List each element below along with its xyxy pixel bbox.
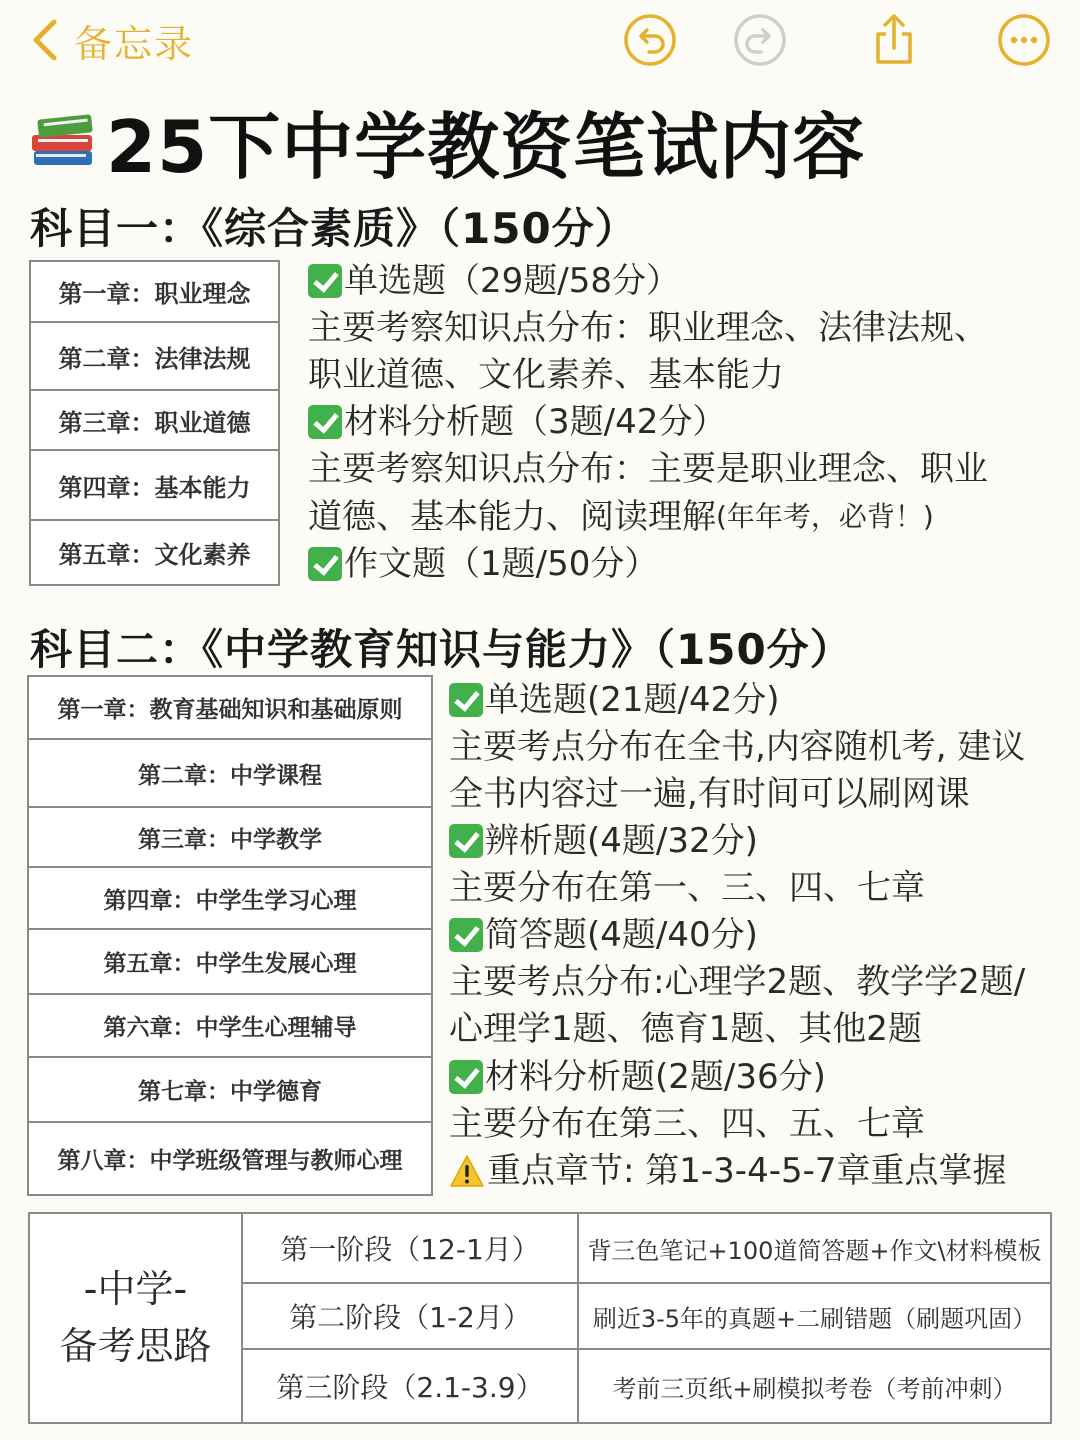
stage-cell: 第一阶段（12-1月） bbox=[242, 1213, 578, 1283]
chevron-left-icon bbox=[28, 18, 62, 62]
stage-desc-cell: 刷近3-5年的真题+二刷错题（刷题巩固） bbox=[578, 1283, 1051, 1349]
question-type-line: 材料分析题（3题/42分） bbox=[308, 405, 726, 439]
chapter-cell: 第四章：中学生学习心理 bbox=[28, 867, 432, 929]
back-button[interactable] bbox=[28, 14, 194, 66]
more-icon[interactable] bbox=[996, 12, 1052, 68]
books-icon bbox=[28, 105, 100, 177]
stage-cell: 第三阶段（2.1-3.9） bbox=[242, 1349, 578, 1423]
stage-desc-cell: 考前三页纸+刷模拟考卷（考前冲刺） bbox=[578, 1349, 1051, 1423]
text-line: 全书内容过一遍,有时间可以刷网课 bbox=[449, 774, 970, 814]
check-icon bbox=[449, 918, 483, 952]
top-toolbar bbox=[0, 0, 1080, 80]
subject2-heading: 科目二：《中学教育知识与能力》（150分） bbox=[30, 625, 853, 674]
title-text: 25下中学教资笔试内容 bbox=[106, 105, 866, 189]
text-line: 主要考察知识点分布：职业理念、法律法规、 bbox=[308, 308, 988, 348]
chapter-cell: 第二章：法律法规 bbox=[30, 322, 279, 390]
chapter-cell: 第二章：中学课程 bbox=[28, 739, 432, 807]
chapter-cell: 第三章：职业道德 bbox=[30, 390, 279, 450]
warning-icon bbox=[449, 1154, 485, 1188]
text-line: 主要考点分布:心理学2题、教学学2题/ bbox=[449, 962, 1026, 1002]
text-line: 主要考点分布在全书,内容随机考, 建议 bbox=[449, 727, 1026, 767]
question-type-line: 辨析题(4题/32分) bbox=[449, 824, 758, 858]
chapter-cell: 第六章：中学生心理辅导 bbox=[28, 994, 432, 1057]
redo-icon[interactable] bbox=[732, 12, 788, 68]
text-line: 主要考察知识点分布：主要是职业理念、职业 bbox=[308, 449, 988, 489]
chapter-cell: 第三章：中学教学 bbox=[28, 807, 432, 867]
chapter-cell: 第八章：中学班级管理与教师心理 bbox=[28, 1122, 432, 1195]
check-icon bbox=[449, 683, 483, 717]
stage-cell: 第二阶段（1-2月） bbox=[242, 1283, 578, 1349]
chapter-cell: 第一章：职业理念 bbox=[30, 261, 279, 322]
subject2-chapter-table bbox=[27, 675, 433, 1196]
question-type-line: 单选题(21题/42分) bbox=[449, 683, 780, 717]
share-icon[interactable] bbox=[866, 12, 922, 68]
plan-label-cell bbox=[29, 1213, 242, 1423]
text-line: 主要分布在第三、四、五、七章 bbox=[449, 1104, 925, 1144]
check-icon bbox=[308, 264, 342, 298]
study-plan-table bbox=[28, 1212, 1052, 1424]
question-type-line: 简答题(4题/40分) bbox=[449, 918, 758, 952]
check-icon bbox=[449, 824, 483, 858]
plan-label-line1: -中学- bbox=[83, 1267, 188, 1311]
subject1-heading: 科目一：《综合素质》（150分） bbox=[30, 204, 638, 253]
question-type-line: 单选题（29题/58分） bbox=[308, 264, 680, 298]
back-label: 备忘录 bbox=[74, 21, 195, 66]
chapter-cell: 第五章：文化素养 bbox=[30, 520, 279, 585]
check-icon bbox=[449, 1060, 483, 1094]
stage-desc-cell: 背三色笔记+100道简答题+作文\材料模板 bbox=[578, 1213, 1051, 1283]
check-icon bbox=[308, 547, 342, 581]
key-chapters-line: 重点章节: 第1-3-4-5-7章重点掌握 bbox=[449, 1154, 1007, 1188]
chapter-cell: 第五章：中学生发展心理 bbox=[28, 929, 432, 994]
chapter-cell: 第七章：中学德育 bbox=[28, 1057, 432, 1122]
note-title bbox=[28, 96, 866, 189]
question-type-line: 作文题（1题/50分） bbox=[308, 547, 658, 581]
text-line: 心理学1题、德育1题、其他2题 bbox=[449, 1009, 922, 1049]
check-icon bbox=[308, 405, 342, 439]
chapter-cell: 第一章：教育基础知识和基础原则 bbox=[28, 676, 432, 739]
undo-icon[interactable] bbox=[622, 12, 678, 68]
plan-label-line2: 备考思路 bbox=[59, 1324, 212, 1368]
question-type-line: 材料分析题(2题/36分) bbox=[449, 1060, 826, 1094]
subject1-chapter-table bbox=[29, 260, 280, 586]
text-line: 道德、基本能力、阅读理解 (年年考，必背！) bbox=[308, 497, 934, 537]
chapter-cell: 第四章：基本能力 bbox=[30, 450, 279, 520]
text-line: 主要分布在第一、三、四、七章 bbox=[449, 868, 925, 908]
text-line: 职业道德、文化素养、基本能力 bbox=[308, 355, 784, 395]
